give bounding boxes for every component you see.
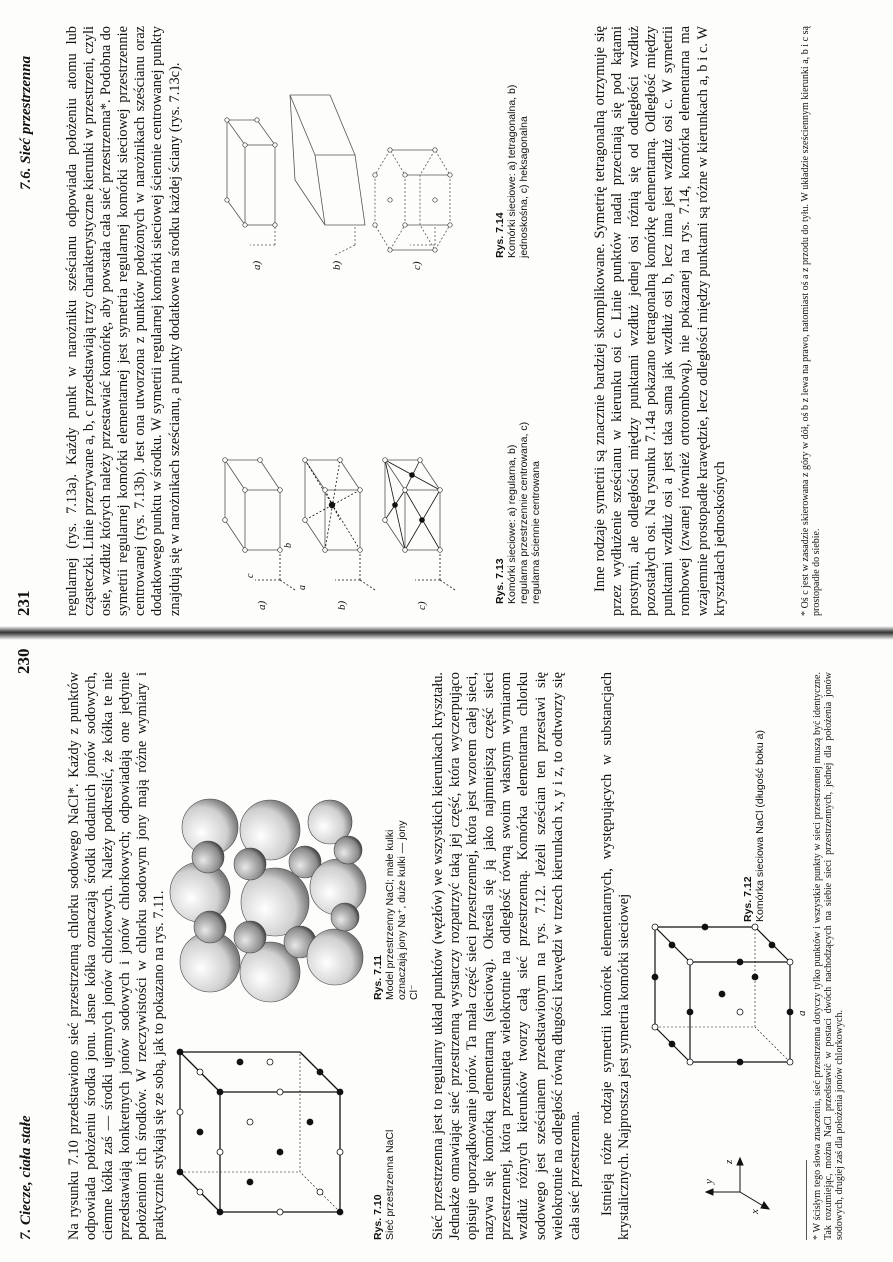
figure-caption [372, 820, 420, 1000]
figure-caption [742, 692, 766, 922]
panel-label: b) [331, 260, 343, 270]
caption-text: Komórka sieciowa NaCl (długość boku a) [754, 730, 766, 922]
paragraph: regularnej (rys. 7.13a). Każdy punkt w narożniku sześcianu odpowiada położeniu atomu lub cząsteczki. Linie przerywane a, b, c przedstawiają trzy charakterystyczne kierunki w przestrzeni, czyli osie, wzdłuż których należy przestawiać komórkę, aby powstała cała sieć przestrzenna*. Podobna do symetrii regularnej komórki elementarnej jest symetria regularnej komórki sieciowej przestrzennie centrowanej (rys. 7.13b). Jest ona utworzona z punktów położonych w narożnikach sześcianu oraz dodatkowego punktu w środku. W symetrii regularnej komórki sieciowej ściennie centrowanej punkty znajdują się w narożnikach sześcianu, a punkty dodatkowe na środku każdej ściany (rys. 7.13c). [64, 26, 183, 616]
figure-number: Rys. 7.13 [494, 558, 506, 604]
panel-label: b) [336, 600, 348, 610]
panel-label: a) [256, 600, 268, 610]
figure-number: Rys. 7.14 [494, 212, 506, 258]
panel-label: c) [411, 261, 423, 270]
footnote: * W ścisłym tego słowa znaczeniu, sieć przestrzenna dotyczy tylko punktów i wszystkie punkty w sieci przestrzennej muszą być identyczne. Tak rozumiejąc, można NaCl przedstawić w postaci dwóch nachodzących na siebie sieci przestrzennych, jednej dla położenia jonów sodowych, drugiej zaś dla położenia jonów chlorkowych. [812, 672, 846, 1240]
axis-label-z: z [723, 1159, 735, 1164]
left-page [0, 636, 893, 1262]
axis-label-c: c [245, 573, 256, 578]
running-head: 7. Ciecze, ciała stałe [18, 1115, 34, 1240]
panel-label: c) [416, 601, 428, 610]
figure-cubic-cells [235, 280, 475, 610]
page-number: 231 [14, 590, 33, 616]
figure-noncubic-cells [235, 20, 475, 270]
caption-text: Sieć przestrzenna NaCl [384, 1129, 396, 1240]
caption-text: Komórki sieciowe: a) regularna, b) regularna przestrzennie centrowana, c) regularna ściennie centrowana [506, 421, 542, 604]
figure-number: Rys. 7.10 [372, 1194, 384, 1240]
paragraph: Na rysunku 7.10 przedstawiono sieć przestrzenną chlorku sodowego NaCl*. Każdy z punktów odpowiada położeniu środka jonu. Jasne kółka oznaczają środki dodatnich jonów sodowych, ciemne kółka zaś — środki ujemnych jonów chlorkowych. Należy podkreślić, że kółka te nie przedstawiają konkretnych jonów sodowych i jonów chlorkowych; odpowiadają one jedynie położeniom ich środków. W rzeczywistości w chlorku sodowym jony mają różne wymiary i praktycznie stykają się ze sobą, jak to pokazano na rys. 7.11. [66, 672, 168, 1240]
figure-nacl-lattice [175, 1062, 355, 1232]
right-page [0, 0, 893, 630]
footnote-rule [806, 1160, 807, 1240]
figure-caption [372, 1100, 396, 1240]
paragraph: Sieć przestrzenna jest to regularny układ punktów (węzłów) we wszystkich kierunkach kryształu. Jednakże omawiając sieć przestrzenną wystarczy rozpatrzyć taką jej część, która wyczerpująco opisuje uporządkowanie jonów. Ta mała część sieci przestrzennej, która jest wzorem całej sieci, nazywa się komórką elementarną (sieciową). Określa się ją jako najmniejszą część sieci przestrzennej, która przesunięta wielokrotnie na odległość równą swoim własnym wymiarom wzdłuż różnych kierunków tworzy całą sieć przestrzenną. Komórka elementarna chlorku sodowego jest sześcianem przedstawionym na rys. 7.12. Jeżeli sześcian ten przestawi się wielokrotnie na odległość równą długości krawędzi w trzech kierunkach x, y i z, to odtworzy się cała sieć przestrzenna. [430, 672, 583, 1240]
figure-nacl-unit-cell [650, 882, 808, 1242]
figure-number: Rys. 7.12 [742, 876, 754, 922]
footnote: * Oś c jest w zasadzie skierowana z góry w dół, oś b z lewa na prawo, natomiast oś a z przodu do tyłu. W układzie sześciennym kierunki a, b i c są prostopadłe do siebie. [800, 26, 823, 616]
page-number: 230 [14, 648, 33, 674]
paragraph: Inne rodzaje symetrii są znacznie bardziej skomplikowane. Symetrię tetragonalną otrzymuje się przez wydłużenie sześcianu w kierunku osi c. Linie punktów nadal przecinają się pod kątami prostymi, ale odległości między punktami wzdłuż jednej osi różnią się od odległości wzdłuż pozostałych osi. Na rysunku 7.14a pokazano tetragonalną komórkę elementarną. Odległość między punktami wzdłuż osi a jest taka sama jak wzdłuż osi b, lecz inna jest wzdłuż osi c. W symetrii rombowej (zwanej również ortorombową), nie pokazanej na rys. 7.14, komórka elementarna ma wzajemnie prostopadłe krawędzie, lecz odległości między punktami są różne w kierunkach a, b i c. W kryształach jednoskośnych [592, 26, 728, 616]
figure-nacl-sphere-model [170, 792, 370, 1002]
figure-number: Rys. 7.11 [372, 955, 384, 1000]
axis-label-x: x [749, 1209, 761, 1214]
figure-caption [494, 414, 542, 604]
running-head: 7.6. Sieć przestrzenna [18, 55, 34, 190]
axis-label-b: b [283, 543, 294, 548]
panel-label: a) [251, 260, 263, 270]
figure-caption [494, 78, 530, 258]
edge-label-a: a [796, 1010, 808, 1016]
paragraph: Istnieją różne rodzaje symetrii komórek elementarnych, występujących w substancjach krystalicznych. Najprostsza jest symetria komórki sieciowej [599, 672, 633, 1240]
axis-label-y: y [703, 1179, 715, 1184]
axis-label-a: a [297, 585, 308, 590]
caption-text: Model przestrzenny NaCl; małe kulki oznaczają jony Na⁺, duże kulki — jony Cl⁻ [384, 820, 420, 1000]
caption-text: Komórki sieciowe: a) tetragonalna, b) jednoskośna, c) heksagonalna [506, 84, 530, 258]
